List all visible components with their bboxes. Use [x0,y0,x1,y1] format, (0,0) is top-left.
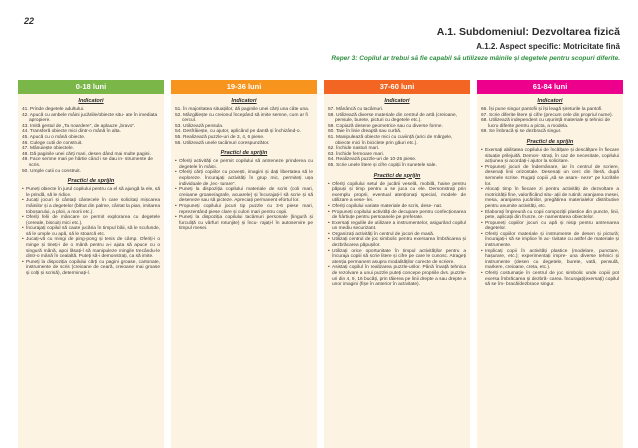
indicator-item: 63. Închide fermoare mari. [328,151,384,157]
indicator-item: 58. Utilizează diverse materiale din centrul de artă (creioane, pensule, burete, picturi cu degetele etc.). [328,112,458,124]
indicators-title: Indicatori [231,98,257,104]
indicator-item: 51. În majoritatea situațiilor, dă paginile unei cărți una câte una. [175,107,310,112]
column-header: 61-84 luni [477,80,623,94]
support-item: • Puneți la dispoziția copilului cărți cu pagini groase, cartonate, instrumente de scris (creioane de ceară, creioane mai groase și colți și scrisă), determinați-l. [22,260,160,277]
support-item: • Oferiți felii de mâncare ce permit explorarea cu degetele (cereale, biscuiți mici etc.). [22,215,160,226]
indicator-item: 46. Culege cutii de construit. [22,140,83,146]
reper-text: Reper 3: Copilul ar trebui să fie capabil să utilizeze mâinile și degetele pentru scopuri diferite. [331,55,620,62]
column-header: 37-60 luni [324,80,470,94]
indicator-list [175,107,313,146]
support-item: • Oferiți copilului variate materiale de scris, dese- nat. [328,204,466,210]
indicator-item: 48. Dă paginile unei cărți mari, desen dând mai multe pagini. [22,151,151,157]
indicator-item: 42. Apucă cu ambele mâini jucăriile/obiecte situ- ate în imediata apropiere. [22,112,158,124]
indicator-item: 64. Realizează puzzle-uri de 10-25 piese. [328,157,417,163]
column-header: 0-18 luni [18,80,164,94]
indicator-item: 55. Realizează puzzle-uri de 3, 4, 6 piese. [175,134,265,140]
indicator-item: 61. Manipulează obiecte mici cu cuviință (arici de mărgele, obiecte mici în biciclete prin găuri etc.). [328,134,453,146]
indicator-list [328,107,466,169]
subdomain-title: A.1. Subdomeniul: Dezvoltarea fizică [436,26,620,38]
column-37-60 [324,80,470,448]
support-item: • Puneți obiecte în jurul copilului pentru ca el să ajungă la ele, să le prindă, să le ridice. [22,187,160,198]
support-title: Practici de sprijin [526,138,574,145]
indicators-title: Indicatori [384,98,410,104]
support-list [481,148,619,288]
support-item: • Utilizați centrul de joc simbolic pentru exersarea îmbrăcarea și dezbrăcarea păpușilor. [328,237,466,248]
indicator-item: 44. Transferă obiecte mici dintr-o mână în alta. [22,129,121,135]
support-title: Practici de sprijin [373,172,421,179]
support-item: • Oferiți costumație în centrul de joc simbolic unde copiii pot exersa îmbrăcarea și dezbră- carea. Încurajați(exersați) copilul să se îm- bracă/dezbrace singur. [481,271,619,288]
support-item: • Exersați regulile de utilizare a instrumentelor, asigurând copilul un mediu securizant. [328,221,466,232]
indicator-item: 53. Utilizează pensula. [175,123,224,129]
indicator-item: 69. Se îmbracă și se dezbracă singur. [481,129,562,135]
support-item: • Propuneți copilului activități de decupare pentru confecționarea de hârtiuțe pentru persoanele pe preferate. [328,210,466,221]
support-title: Practici de sprijin [220,150,268,157]
indicator-item: 54. Desfrâiește, cu ajutor, aplicând pe dantă și închizând-o. [175,129,301,135]
indicator-item: 67. Scrie diferite litere și cifre (precum cele din propriul nume). [481,112,613,118]
support-item: • Implicați copii în activități plastice (modelare, punctare, hașurare, etc.); experimentați impre- una diverse tehnici și instrumente (desen cu degetele, burete, vată, pensulă, markere, creioane, creta, etc.). [481,249,619,271]
support-item: • Utilizați orice oportunitate în timpul activităților pentru a încuraja copiii să scrie litere și cifre pe care le cunosc. Atrageți atenția permanent asupra modalităților corecte de scriere. [328,249,466,266]
support-item: • Organizați activități în centrul de jocori de masă. [328,232,466,238]
support-item: • Exersați abilitatea copilului de încălțare și descălțare în fiecare situație prilejuită. Demon- strați, în caz de necesitate, copilului acțiunea și acordați-i ajutor la solicitare. [481,148,619,165]
support-list [328,182,466,288]
indicator-item: 68. Utilizează independent cu ușurință materiale și tehnici de lucru diferite pentru a picta, a modela. [481,118,611,129]
indicator-item: 50. Umple cutii cu construit. [22,168,81,174]
support-item: • Oferiți copilului setul de jucării veselă, mobilă, haine pentru păpuși și timp pentru a se juca cu ele. Demonstrați prin exemplu proprii, eventual atenționați special, modele de utilizare a vese- lei. [328,182,466,204]
indicator-list [22,107,160,174]
support-item: • Propuneți copiilor jocuri cu apă și nisip pentru antrenarea degetelor. [481,221,619,232]
support-item: • Elaborați împreună cu copii compoziții plastice din puncte, linii, pete, aplicații din frunze, or- namentarea obiectelor. [481,210,619,221]
column-header: 19-36 luni [171,80,317,94]
support-item: • Oferiți activități ce permit copilului să antreneze prinderea cu degetele în mâini. [175,159,313,170]
column-body [324,94,470,448]
column-body [18,94,164,448]
indicator-item: 66. Își pune singur pantofii și își leagă șireturile la pantofi. [481,107,603,112]
support-item: • Asistați copilul în realizarea puzzle-urilor. Până învață tehnica de rezolvare a unui puzzle puteți concepe propriile dvs. puzzle-uri din 4, 9, 16 bucăți, prin tăierea pe linii drepte a sau drepte a unor imagini (fișe în anterior în activitate). [328,265,466,287]
age-columns [18,80,623,448]
support-item: • Propuneți jocuri de îndemânare, iar în centrul de scriere, desenați linii orizontale. Desenați un cerc din literă, după semnele scrise. Rugați copiii „să se asam- neze” pe lucrările lor. [481,165,619,187]
support-list [22,187,160,277]
column-0-18 [18,80,164,448]
aspect-title: A.1.2. Aspect specific: Motricitate fină [476,42,620,51]
support-item: • Încurajați copilul să caute jucăria în timpul băii, să le scufunde, să le umple cu apă, să le stoarcă etc. [22,226,160,237]
indicator-item: 52. Mâzgălește cu creionul începând să imite semne, cum ar fi cercul. [175,112,308,124]
indicator-item: 49. Face semne mari pe hârtie când i se dau in- strumente de scris. [22,157,153,168]
indicator-item: 60. Taie în linie dreaptă sau curbă. [328,129,402,135]
support-item: • Oferiți copiilor materiale și instrumente de desen și pictură; încurajați-i să se implice în ac- tivitate cu astfel de materiale și instrumente. [481,232,619,249]
indicator-item: 59. Copiază desene geometrice sau cu diverse forme. [328,123,443,129]
indicators-title: Indicatori [78,98,104,104]
indicator-item: 43. Imită gestul de „Ta noardere”, de aplauze „bravo”. [22,123,136,129]
column-61-84 [477,80,623,448]
column-body [477,94,623,448]
support-item: • Jucați jocuri și cântați cântecele în care solicitați mișcarea mâinilor și a degetelor (bătut din palme, cântat la pian, imitarea toboșarului, a ploii, a morii etc.). [22,198,160,215]
indicator-item: 47. Mânuiește obiectele. [22,146,74,152]
indicator-item: 45. Apucă cu o mână obiecte. [22,134,86,140]
support-item: • Puneți la dispoziția copilului materiale de scris (coli mari, creioane groase/agrafe, acuarele) și încurajați-l să scrie și să deseneze sau să picteze. Apreciați permanent efortul lor. [175,187,313,204]
indicator-item: 56. Utilizează unele tacâmuri corespunzător. [175,140,270,146]
support-list [175,159,313,232]
column-body [171,94,317,448]
indicator-list [481,107,619,135]
indicator-item: 41. Prinde degetele adultului. [22,107,85,112]
indicator-item: 57. Mânâncă cu tacâmuri. [328,107,384,112]
page-number: 22 [24,16,35,26]
indicator-item: 62. Închide nasturi mari. [328,146,380,152]
support-title: Practici de sprijin [67,178,115,185]
indicators-title: Indicatori [537,98,563,104]
indicator-item: 65. Scrie unele litere și cifre copiții în sunetele sale. [328,162,437,168]
support-item: • Puneți la dispoziția copilului tacâmuri personale (lingură și furculiță cu vârfuri rotunjite) și încu- rajați-l în autoservire pe timpul mesei. [175,215,313,232]
support-item: • Oferiți cărți copiilor cu povești, imagini și dați libertatea să le exploreze. Încurajați activități în grup mic, permiteți ușa individuale de „lec- turare”. [175,170,313,187]
support-item: • Propuneți copilului jocuri tip puzzle cu 3-6 piese mari, reprezentând piese clare și culori mari pentru copii. [175,204,313,215]
support-item: • Alocați timp în fiecare zi pentru activități de dezvoltare a motricității fine, valorificând situ- ații de rutină: aranjarea mesei, mesa, aranjarea jucăriilor, pregătirea materialelor distributive pentru anumite activități, etc. [481,187,619,209]
column-19-36 [171,80,317,448]
support-item: • Jucați-vă cu mingi de ping-pong și tenis de câmp. Oferiți-i o minge și tineți-i de o mână pentru a-i ajuta să apuce cu o singură mână, apoi lăsați-l să manipuleze mingile trecându-le dintr-o mână în cealaltă. Puteți să-i demonstrați, ca să imite. [22,237,160,259]
